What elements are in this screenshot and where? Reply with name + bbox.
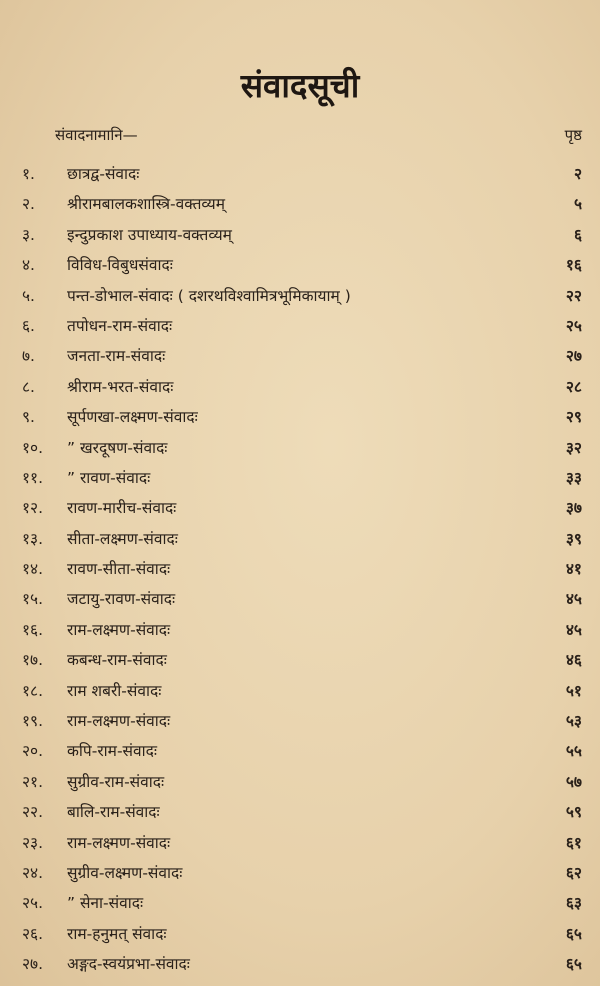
entry-number: २७. <box>22 955 44 974</box>
entry-number: २१. <box>22 772 44 791</box>
entry-number: ३. <box>22 225 35 244</box>
contents-entry <box>22 616 582 646</box>
entry-number: २०. <box>22 742 44 761</box>
contents-entry <box>22 434 582 464</box>
entry-page-number: ६ <box>573 225 582 244</box>
contents-entry <box>22 464 582 494</box>
entry-number: २६. <box>22 924 44 943</box>
entry-title: छात्रद्व-संवादः <box>67 165 140 183</box>
entry-page-number: २५ <box>565 316 582 335</box>
contents-entry <box>22 677 582 707</box>
entry-page-number: २ <box>573 165 582 183</box>
entry-title: बालि-राम-संवादः <box>67 803 160 822</box>
entry-number: १२. <box>22 499 44 518</box>
entry-page-number: ५५ <box>565 742 582 761</box>
contents-entry <box>22 768 582 798</box>
header-dialogue-names: संवादनामानि— <box>55 126 138 144</box>
entry-page-number: १६ <box>565 256 582 275</box>
entry-page-number: ४५ <box>565 620 582 639</box>
page-title: संवादसूची <box>240 66 360 105</box>
contents-entry <box>22 555 582 585</box>
entry-number: १६. <box>22 620 44 639</box>
entry-title: सुग्रीव-राम-संवादः <box>67 772 165 791</box>
contents-entry <box>22 920 582 950</box>
entry-number: १७. <box>22 651 44 670</box>
contents-entry <box>22 342 582 372</box>
entry-page-number: ३२ <box>565 438 582 457</box>
entry-title: रावण-सीता-संवादः <box>67 560 171 579</box>
contents-entry <box>22 950 582 980</box>
contents-entry <box>22 373 582 403</box>
entry-title: ” खरदूषण-संवादः <box>67 438 168 457</box>
contents-entry <box>22 798 582 828</box>
entry-number: १. <box>22 165 35 183</box>
entry-page-number: ४१ <box>565 560 582 579</box>
entry-page-number: ३७ <box>565 499 582 518</box>
contents-entry <box>22 403 582 433</box>
entry-title: अङ्गद-स्वयंप्रभा-संवादः <box>67 955 190 974</box>
entry-page-number: ३३ <box>565 468 582 487</box>
entry-title: श्रीराम-भरत-संवादः <box>67 377 174 396</box>
entry-title: जनता-राम-संवादः <box>67 347 166 366</box>
entry-title: कपि-राम-संवादः <box>67 742 158 761</box>
entry-number: ४. <box>22 256 35 275</box>
entry-number: ९. <box>22 408 35 427</box>
entry-page-number: ३९ <box>565 529 582 548</box>
entry-number: २३. <box>22 833 44 852</box>
entry-page-number: २९ <box>565 408 582 427</box>
entry-page-number: ४५ <box>565 590 582 609</box>
entry-title: सूर्पणखा-लक्ष्मण-संवादः <box>67 408 198 427</box>
entry-number: २४. <box>22 863 44 882</box>
entry-page-number: ५१ <box>565 681 582 700</box>
entry-number: २५. <box>22 894 44 913</box>
column-header <box>55 125 582 151</box>
entry-title: राम-लक्ष्मण-संवादः <box>67 833 171 852</box>
entry-number: १४. <box>22 560 44 579</box>
contents-entry <box>22 646 582 676</box>
contents-entry <box>22 585 582 615</box>
entry-page-number: ६५ <box>565 955 582 974</box>
entry-number: १०. <box>22 438 44 457</box>
entry-number: २. <box>22 195 35 214</box>
contents-entry <box>22 190 582 220</box>
entry-title: रावण-मारीच-संवादः <box>67 499 177 518</box>
entry-title: विविध-विबुधसंवादः <box>67 256 173 275</box>
entry-page-number: २८ <box>565 377 582 396</box>
contents-entry <box>22 282 582 312</box>
entry-title: ” सेना-संवादः <box>67 894 144 913</box>
entry-title: सीता-लक्ष्मण-संवादः <box>67 529 178 548</box>
contents-entry <box>22 221 582 251</box>
entry-number: ११. <box>22 468 44 487</box>
contents-entry <box>22 889 582 919</box>
entry-title: राम शबरी-संवादः <box>67 681 162 700</box>
entry-title: सुग्रीव-लक्ष्मण-संवादः <box>67 863 183 882</box>
contents-entry <box>22 160 582 190</box>
entry-number: ७. <box>22 347 35 366</box>
contents-entry <box>22 859 582 889</box>
entry-number: १९. <box>22 712 44 731</box>
entry-page-number: ५३ <box>565 712 582 731</box>
entry-number: १५. <box>22 590 44 609</box>
entry-title: राम-लक्ष्मण-संवादः <box>67 620 171 639</box>
entry-title: इन्दुप्रकाश उपाध्याय-वक्तव्यम् <box>67 225 232 244</box>
entry-title: ” रावण-संवादः <box>67 468 151 487</box>
entry-title: कबन्ध-राम-संवादः <box>67 651 167 670</box>
entry-number: ६. <box>22 316 35 335</box>
entry-number: ८. <box>22 377 35 396</box>
entry-page-number: ६२ <box>565 863 582 882</box>
entry-page-number: ५ <box>573 195 582 214</box>
contents-entry <box>22 829 582 859</box>
contents-entry <box>22 525 582 555</box>
entry-page-number: ५९ <box>565 803 582 822</box>
entry-title: तपोधन-राम-संवादः <box>67 316 173 335</box>
contents-entry <box>22 707 582 737</box>
entry-page-number: ४६ <box>565 651 582 670</box>
entry-page-number: ६३ <box>565 894 582 913</box>
entry-page-number: ६१ <box>565 833 582 852</box>
entry-page-number: ६५ <box>565 924 582 943</box>
contents-entry <box>22 494 582 524</box>
entry-title: श्रीरामबालकशास्त्रि-वक्तव्यम् <box>67 195 225 214</box>
contents-entry <box>22 737 582 767</box>
entry-page-number: २२ <box>565 286 582 305</box>
entry-number: १३. <box>22 529 44 548</box>
entry-number: २२. <box>22 803 44 822</box>
entry-number: १८. <box>22 681 44 700</box>
contents-list <box>22 160 582 981</box>
entry-title: राम-लक्ष्मण-संवादः <box>67 712 171 731</box>
header-page: पृष्ठ <box>564 126 582 144</box>
entry-title: राम-हनुमत् संवादः <box>67 924 167 943</box>
entry-page-number: २७ <box>565 347 582 366</box>
entry-title: जटायु-रावण-संवादः <box>67 590 176 609</box>
entry-page-number: ५७ <box>565 772 582 791</box>
entry-number: ५. <box>22 286 35 305</box>
contents-entry <box>22 312 582 342</box>
entry-title: पन्त-डोभाल-संवादः ( दशरथविश्वामित्रभूमिकायाम् ) <box>67 286 351 305</box>
contents-entry <box>22 251 582 281</box>
